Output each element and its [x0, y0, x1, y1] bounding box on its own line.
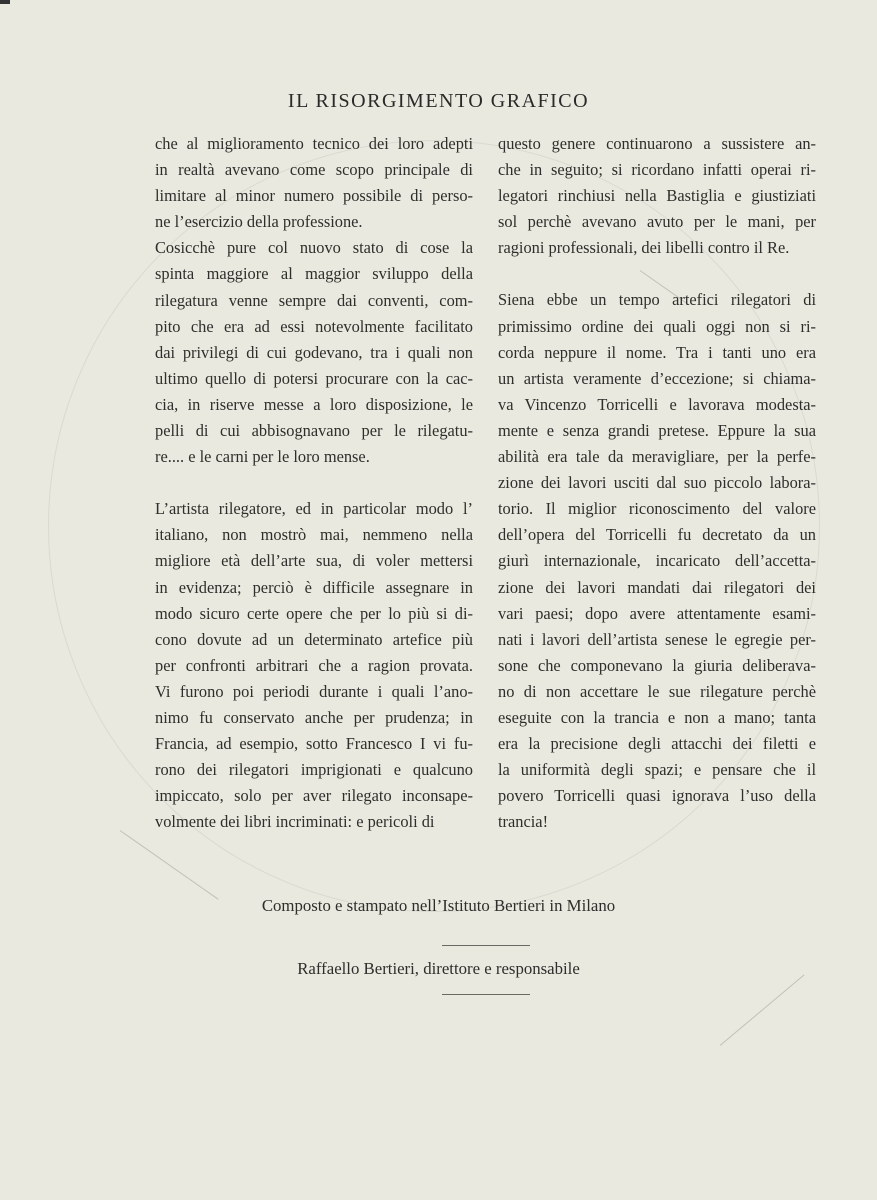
text-line: limitare al minor numero possibile di perso- [155, 186, 473, 206]
text-line: cono dovute ad un determinato artefice più [155, 629, 473, 649]
text-line: Siena ebbe un tempo artefici rilegatori di [498, 290, 816, 310]
text-line: cia, in riserve messe a loro disposizione, le [155, 394, 473, 414]
scan-corner-mark [0, 0, 10, 4]
left-text-column [155, 131, 473, 835]
running-head-title: IL RISORGIMENTO GRAFICO [287, 90, 590, 112]
text-line: volmente dei libri incriminati: e pericoli di [155, 812, 435, 832]
text-line: modo sicuro certe opere che per lo più si di- [155, 603, 473, 623]
text-line: la uniformità degli spazi; e pensare che il [498, 760, 816, 780]
text-line: re.... e le carni per le loro mense. [155, 447, 370, 467]
text-line: rono dei rilegatori imprigionati e qualcuno [155, 760, 473, 780]
text-line: era la precisione degli attacchi dei filetti e [498, 734, 816, 754]
colophon-printer: Composto e stampato nell’Istituto Bertieri in Milano [261, 896, 616, 915]
text-line: sone che componevano la giuria deliberava- [498, 655, 816, 675]
text-line: rilegatura venne sempre dai conventi, com- [155, 290, 473, 310]
text-line: vari paesi; dopo avere attentamente esami- [498, 603, 816, 623]
text-line: un artista veramente d’eccezione; si chiama- [498, 368, 816, 388]
right-text-column [498, 131, 816, 835]
paragraph [498, 131, 816, 261]
text-line: va Vincenzo Torricelli e lavorava modesta- [498, 394, 816, 414]
text-line: Vi furono poi periodi durante i quali l’ano- [155, 681, 473, 701]
text-line: torio. Il miglior riconoscimento del valore [498, 499, 816, 519]
paragraph [155, 235, 473, 470]
text-line: ragioni professionali, dei libelli contro il Re. [498, 238, 790, 258]
text-line: Francia, ad esempio, sotto Francesco I vi fu- [155, 734, 473, 754]
paragraph-gap [155, 470, 473, 496]
text-line: italiano, non mostrò mai, nemmeno nella [155, 525, 473, 545]
text-line: mente e senza grandi pretese. Eppure la sua [498, 420, 816, 440]
text-line: L’artista rilegatore, ed in particolar modo l’ [155, 499, 473, 519]
text-line: pito che era ad essi notevolmente facilitato [155, 316, 473, 336]
watermark-stroke [120, 830, 219, 900]
text-line: nimo fu conservato anche per prudenza; in [155, 707, 473, 727]
text-line: povero Torricelli quasi ignorava l’uso della [498, 786, 816, 806]
text-line: dai privilegi di cui godevano, tra i quali non [155, 342, 473, 362]
text-line: Cosicchè pure col nuovo stato di cose la [155, 238, 473, 258]
text-line: ne l’esercizio della professione. [155, 212, 363, 232]
text-line: che al miglioramento tecnico dei loro adepti [155, 134, 473, 153]
paragraph [155, 131, 473, 235]
text-line: trancia! [498, 812, 549, 832]
text-line: in realtà avevano come scopo principale di [155, 160, 473, 180]
text-line: primissimo ordine dei quali oggi non si ri- [498, 316, 816, 336]
text-line: dell’opera del Torricelli fu decretato da un [498, 525, 816, 545]
text-line: zione dei lavori usciti dal suo piccolo labora- [498, 473, 816, 493]
paragraph-gap [498, 261, 816, 287]
paragraph [498, 287, 816, 835]
text-line: nati i lavori dell’artista senese le egregie per- [498, 629, 816, 649]
text-line: ultimo quello di potersi procurare con la cac- [155, 368, 473, 388]
text-line: spinta maggiore al maggior sviluppo della [155, 264, 473, 284]
text-line: questo genere continuarono a sussistere an- [498, 134, 816, 153]
text-line: abilità era tale da meravigliare, per la perfe- [498, 447, 816, 467]
text-line: migliore età dell’arte sua, di voler mettersi [155, 551, 473, 571]
text-line: in evidenza; perciò è difficile assegnare in [155, 577, 473, 597]
text-line: legatori rinchiusi nella Bastiglia e giustiziati [498, 186, 816, 206]
text-line: no di non accettare le sue rilegature perchè [498, 681, 816, 701]
text-line: per confronti arbitrari che a ragion provata. [155, 655, 473, 675]
text-line: eseguite con la trancia e non a mano; tanta [498, 707, 816, 727]
text-line: impiccato, solo per aver rilegato inconsape- [155, 786, 473, 806]
text-line: che in seguito; si ricordano infatti operai ri- [498, 160, 816, 180]
colophon-rule-bottom [442, 994, 530, 995]
text-line: giurì internazionale, incaricato dell’accetta- [498, 551, 816, 571]
watermark-stroke [720, 974, 805, 1045]
text-line: sol perchè avevano avuto per le mani, per [498, 212, 816, 232]
colophon-director: Raffaello Bertieri, direttore e responsabile [297, 959, 580, 978]
text-line: pelli di cui abbisognavano per le rilegatu- [155, 421, 473, 441]
text-line: corda neppure il nome. Tra i tanti uno era [498, 342, 816, 362]
colophon-rule-top [442, 945, 530, 946]
paragraph [155, 496, 473, 835]
text-line: zione dei lavori mandati dai rilegatori dei [498, 577, 816, 597]
